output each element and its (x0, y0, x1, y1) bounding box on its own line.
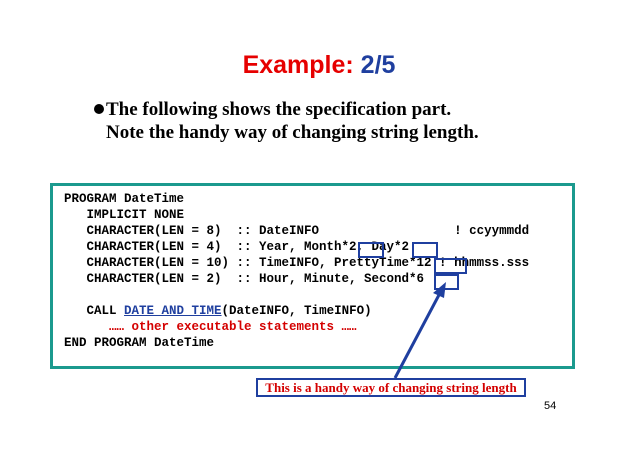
bullet-line-1: The following shows the specification part. (106, 99, 452, 120)
title-main: Example: (242, 51, 361, 79)
code-line-end: END PROGRAM DateTime (64, 336, 215, 350)
code-line-2: IMPLICIT NONE (64, 208, 185, 222)
callout-note: This is a handy way of changing string length (256, 378, 526, 397)
code-line-1: PROGRAM DateTime (64, 192, 185, 206)
code-line-5: CHARACTER(LEN = 10) :: TimeINFO, PrettyTime*12 ! hhmmss.sss (64, 256, 530, 270)
code-line-4: CHARACTER(LEN = 4) :: Year, Month*2, Day*2 (64, 240, 410, 254)
bullet-line-2: Note the handy way of changing string length. (106, 122, 479, 143)
code-line-3: CHARACTER(LEN = 8) :: DateINFO ! ccyymmdd (64, 224, 530, 238)
page-number: 54 (544, 400, 557, 412)
call-arguments: (DateINFO, TimeINFO) (221, 304, 372, 318)
code-line-comment: …… other executable statements …… (64, 320, 357, 334)
title-part: 2/5 (360, 51, 396, 79)
call-keyword: CALL (64, 304, 125, 318)
code-line-6: CHARACTER(LEN = 2) :: Hour, Minute, Second*6 (64, 272, 425, 286)
call-function-name: DATE_AND_TIME (124, 304, 222, 318)
